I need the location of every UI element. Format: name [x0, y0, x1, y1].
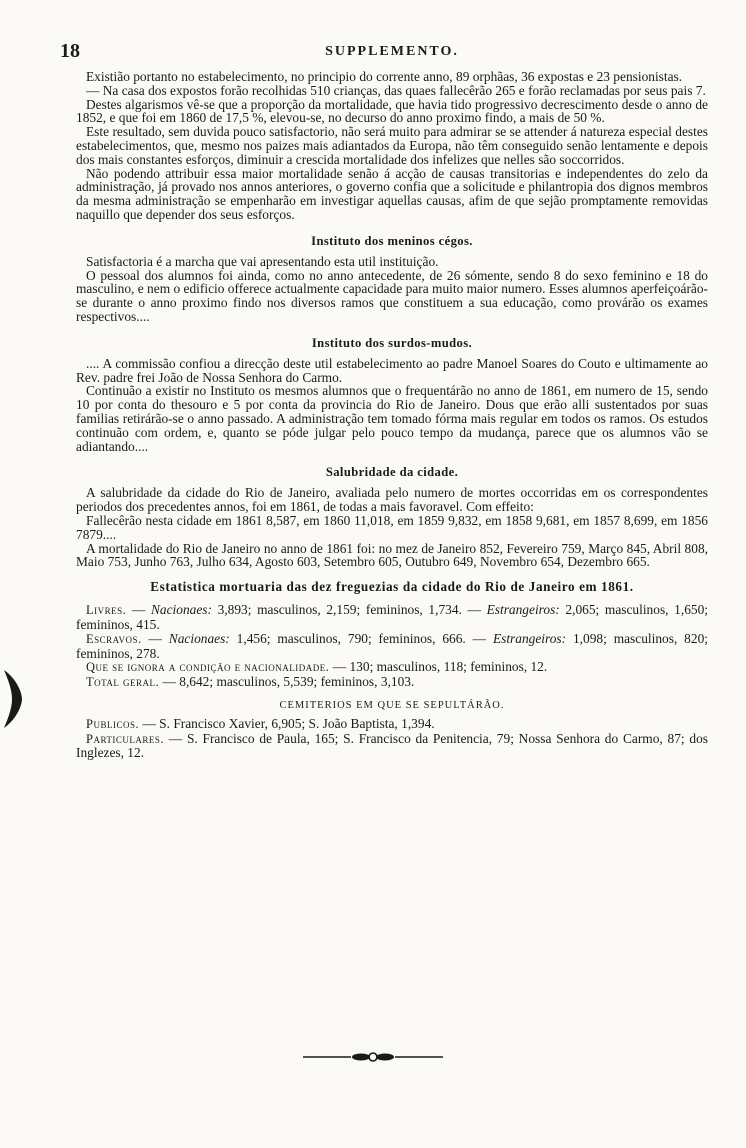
- running-head: SUPPLEMENTO.: [325, 44, 459, 59]
- section-title-estatistica: Estatistica mortuaria das dez freguezias da cidade do Rio de Janeiro em 1861.: [150, 579, 634, 595]
- stat-livres-label: Livres.: [86, 603, 127, 618]
- intro-paragraph-3: Destes algarismos vê-se que a proporção da mortalidade, que havia tido progressivo decrescimento desde o anno de 1852, e que foi em 1860 de 17,5 %, elevou-se, no decurso do anno proximo findo, a mais de 50 %.: [76, 96, 708, 126]
- stat-livres-nac-text: 3,893; masculinos, 2,159; femininos, 1,734. —: [211, 602, 487, 618]
- cemiterios-publicos-text: — S. Francisco Xavier, 6,905; S. João Baptista, 1,394.: [139, 715, 435, 731]
- binding-mark-icon: [2, 668, 24, 735]
- stat-ignora-text: — 130; masculinos, 118; femininos, 12.: [329, 659, 548, 675]
- stat-escravos-est-text: 1,098; masculinos, 820; femininos, 278.: [76, 630, 708, 661]
- stat-total-label: Total geral.: [86, 675, 160, 690]
- stat-livres-dash: —: [126, 602, 151, 618]
- cegos-paragraph-2: O pessoal dos alumnos foi ainda, como no anno antecedente, de 26 sómente, sendo 8 do sexo feminino e 18 do masculino, e nem o edificio offerece actualmente capacidade para muito maior numero. Esses alumnos aperfeiçoárão-se durante o anno proximo findo nos diversos ramos que constituem a sua educação, como provárão os exames respectivos....: [76, 267, 708, 324]
- stat-livres-est-text: 2,065; masculinos, 1,650; femininos, 415.: [76, 602, 708, 632]
- section-title-salubridade: Salubridade da cidade.: [325, 465, 459, 480]
- intro-paragraph-1: Existião portanto no estabelecimento, no principio do corrente anno, 89 orphãas, 36 expostas e 23 pensionistas.: [86, 69, 683, 84]
- stat-total: [76, 675, 708, 690]
- stat-escravos-nac-text: 1,456; masculinos, 790; femininos, 666. —: [229, 630, 493, 646]
- surdos-paragraph-1: .... A commissão confiou a direcção deste util estabelecimento ao padre Manoel Soares do Couto e ultimamente ao Rev. padre frei João de Nossa Senhora do Carmo.: [76, 355, 708, 385]
- page-header: [60, 40, 708, 64]
- cemiterios-publicos-label: Publicos.: [86, 716, 140, 731]
- stat-total-text: — 8,642; masculinos, 5,539; femininos, 3,103.: [159, 674, 415, 690]
- cegos-paragraph-1: Satisfactoria é a marcha que vai apresentando esta util instituição.: [86, 253, 439, 269]
- stat-escravos-label: Escravos.: [86, 631, 142, 646]
- cemiterios-publicos: [76, 717, 708, 732]
- page-body: [60, 40, 708, 761]
- stat-escravos-est-label: Estrangeiros:: [492, 630, 567, 646]
- page-number: 18: [60, 40, 80, 62]
- section-title-cemiterios: CEMITERIOS EM QUE SE SEPULTÁRÃO.: [279, 699, 505, 711]
- intro-paragraph-5: Não podendo attribuir essa maior mortalidade senão á acção de causas transitorias e independentes do zelo da administração, já provado nos annos anteriores, o governo confia que a solicitude e philantropia dos dignos membros da mesma administração se empenharão em investigar aquellas causas, afim de que sejão promptamente removidas naquillo que depender dos seus esforços.: [76, 165, 708, 222]
- section-title-cegos: Instituto dos meninos cégos.: [311, 233, 473, 248]
- stat-livres-est-label: Estrangeiros:: [486, 602, 560, 618]
- intro-paragraph-4: Este resultado, sem duvida pouco satisfactorio, não será muito para admirar se se attender á natureza especial destes estabelecimentos, que, mesmo nos paizes mais adiantados da Europa, não têm conseguido senão lentamente e depois dos mais constantes esforços, diminuir a crescida mortalidade dos infelizes que nelles são soccorridos.: [76, 124, 708, 167]
- salubridade-paragraph-2: Fallecêrão nesta cidade em 1861 8,587, em 1860 11,018, em 1859 9,832, em 1858 9,681, em 1857 8,699, em 1856 7879....: [76, 512, 708, 542]
- stat-livres: [76, 603, 708, 632]
- ornament-rule-icon: [303, 1051, 443, 1063]
- section-title-surdos: Instituto dos surdos-mudos.: [311, 335, 473, 350]
- salubridade-paragraph-3: A mortalidade do Rio de Janeiro no anno de 1861 foi: no mez de Janeiro 852, Fevereiro 759, Março 845, Abril 808, Maio 753, Junho 763, Julho 634, Agosto 603, Setembro 605, Outubro 649, Novembro 654, Dezembro 665.: [76, 540, 708, 570]
- stat-ignora: [76, 660, 708, 675]
- end-ornament: [0, 1050, 746, 1068]
- cemiterios-particulares-text: — S. Francisco de Paula, 165; S. Francisco da Penitencia, 79; Nossa Senhora do Carmo, 87; dos Inglezes, 12.: [76, 730, 708, 761]
- cemiterios-particulares-label: Particulares.: [86, 731, 165, 746]
- stat-ignora-label: Que se ignora a condição e nacionalidade.: [86, 660, 330, 675]
- stat-escravos-nac-label: Nacionaes:: [168, 630, 230, 646]
- salubridade-paragraph-1: A salubridade da cidade do Rio de Janeiro, avaliada pelo numero de mortes occorridas em os correspondentes periodos dos precedentes annos, foi em 1861, de todas a mais favoravel. Com effeito:: [76, 485, 708, 515]
- cemiterios-particulares: [76, 732, 708, 761]
- surdos-paragraph-2: Continuão a existir no Instituto os mesmos alumnos que o frequentárão no anno de 1861, em numero de 15, sendo 10 por conta do thesouro e 5 por conta da provincia do Rio de Janeiro. Dous que erão alli sustentados por suas familias retirárão-se o anno passado. A administração tem tomado fórma mais regular em todos os ramos. Os estudos continuão com ordem, e, quanto se póde julgar pelo pouco tempo da mudança, parece que os alumnos vão se adiantando....: [76, 383, 708, 454]
- stat-livres-nac-label: Nacionaes:: [150, 602, 212, 618]
- intro-paragraph-2: — Na casa dos expostos forão recolhidas 510 crianças, das quaes fallecêrão 265 e forão reclamadas por seus pais 7.: [86, 82, 706, 98]
- stat-escravos: [76, 632, 708, 661]
- stat-escravos-dash: —: [141, 630, 169, 646]
